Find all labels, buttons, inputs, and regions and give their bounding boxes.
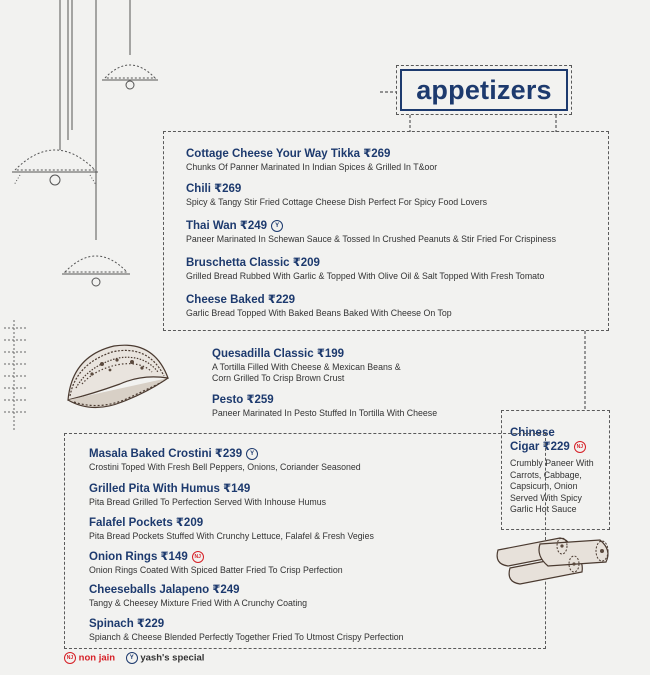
menu-item — [212, 346, 401, 383]
item-description: Garlic Bread Topped With Baked Beans Baked With Cheese On Top — [186, 308, 452, 318]
item-name — [89, 446, 361, 460]
menu-item — [89, 481, 326, 507]
legend — [64, 652, 204, 664]
item-description: Chunks Of Panner Marinated In Indian Spices & Grilled In T&oor — [186, 162, 438, 172]
cigar-rolls-illustration — [490, 530, 615, 592]
non-jain-badge: NJ — [64, 652, 76, 664]
item-description: Onion Rings Coated With Spiced Batter Fried To Crisp Perfection — [89, 565, 343, 575]
yash-special-badge: Y — [126, 652, 138, 664]
item-name: Quesadilla Classic ₹199 — [212, 348, 345, 360]
menu-item — [89, 515, 374, 541]
non-jain-badge: NJ — [192, 551, 204, 563]
menu-item — [89, 616, 404, 642]
item-name: Cheese Baked ₹229 — [186, 294, 296, 306]
taco-illustration — [62, 338, 174, 416]
item-description: A Tortilla Filled With Cheese & Mexican Beans & — [212, 362, 401, 372]
page-title: appetizers — [416, 75, 552, 105]
item-name-text: Onion Rings ₹149 — [89, 551, 188, 563]
menu-item — [89, 446, 361, 472]
menu-item — [89, 582, 307, 608]
item-description-line-2: Corn Grilled To Crisp Brown Crust — [212, 373, 345, 383]
description-line: Carrots, Cabbage, — [510, 469, 582, 480]
item-description: Grilled Bread Rubbed With Garlic & Topped With Olive Oil & Salt Topped With Fresh Tomato — [186, 271, 545, 281]
item-description: Tangy & Cheesey Mixture Fried With A Crunchy Coating — [89, 598, 308, 608]
description-line: Capsicum, Onion — [510, 481, 578, 491]
item-name: Pesto ₹259 — [212, 394, 274, 406]
legend-yash-special-label: yash's special — [140, 652, 205, 664]
menu-item — [212, 392, 437, 418]
item-name: Bruschetta Classic ₹209 — [186, 257, 320, 269]
item-name-line-1: Chinese — [510, 427, 555, 439]
yash-special-badge: Y — [246, 448, 258, 460]
legend-non-jain-label: non jain — [78, 652, 116, 664]
item-name: Grilled Pita With Humus ₹149 — [89, 483, 251, 495]
item-name: Spinach ₹229 — [89, 618, 165, 630]
item-name: Falafel Pockets ₹209 — [89, 517, 204, 529]
item-name — [89, 549, 343, 563]
item-description: Spicy & Tangy Stir Fried Cottage Cheese Dish Perfect For Spicy Food Lovers — [186, 197, 488, 207]
item-description: Paneer Marinated In Pesto Stuffed In Tortilla With Cheese — [212, 408, 438, 418]
item-description: Pita Bread Grilled To Perfection Served With Inhouse Humus — [89, 497, 326, 507]
item-description: Crostini Toped With Fresh Bell Peppers, Onions, Coriander Seasoned — [89, 462, 361, 472]
item-name: Cheeseballs Jalapeno ₹249 — [89, 584, 240, 596]
item-name: Chili ₹269 — [186, 183, 242, 195]
description-line: Served With Spicy — [510, 492, 582, 503]
item-description: Spianch & Cheese Blended Perfectly Together Fried To Utmost Crispy Perfection — [89, 632, 404, 642]
item-name-text: Masala Baked Crostini ₹239 — [89, 448, 243, 460]
item-name-text: Thai Wan ₹249 — [186, 220, 268, 232]
yash-special-badge: Y — [271, 220, 283, 232]
non-jain-badge: NJ — [574, 441, 586, 453]
item-description: Pita Bread Pockets Stuffed With Crunchy Lettuce, Falafel & Fresh Vegies — [89, 531, 374, 541]
item-name: Cottage Cheese Your Way Tikka ₹269 — [186, 148, 391, 160]
description-line: Crumbly Paneer With — [510, 458, 594, 468]
item-name-text: Cigar ₹229 — [510, 441, 570, 453]
menu-item — [89, 549, 343, 575]
item-description: Paneer Marinated In Schewan Sauce & Tossed In Crushed Peanuts & Stir Fried For Crispiness — [186, 234, 556, 244]
description-line: Garlic Hot Sauce — [510, 504, 577, 514]
